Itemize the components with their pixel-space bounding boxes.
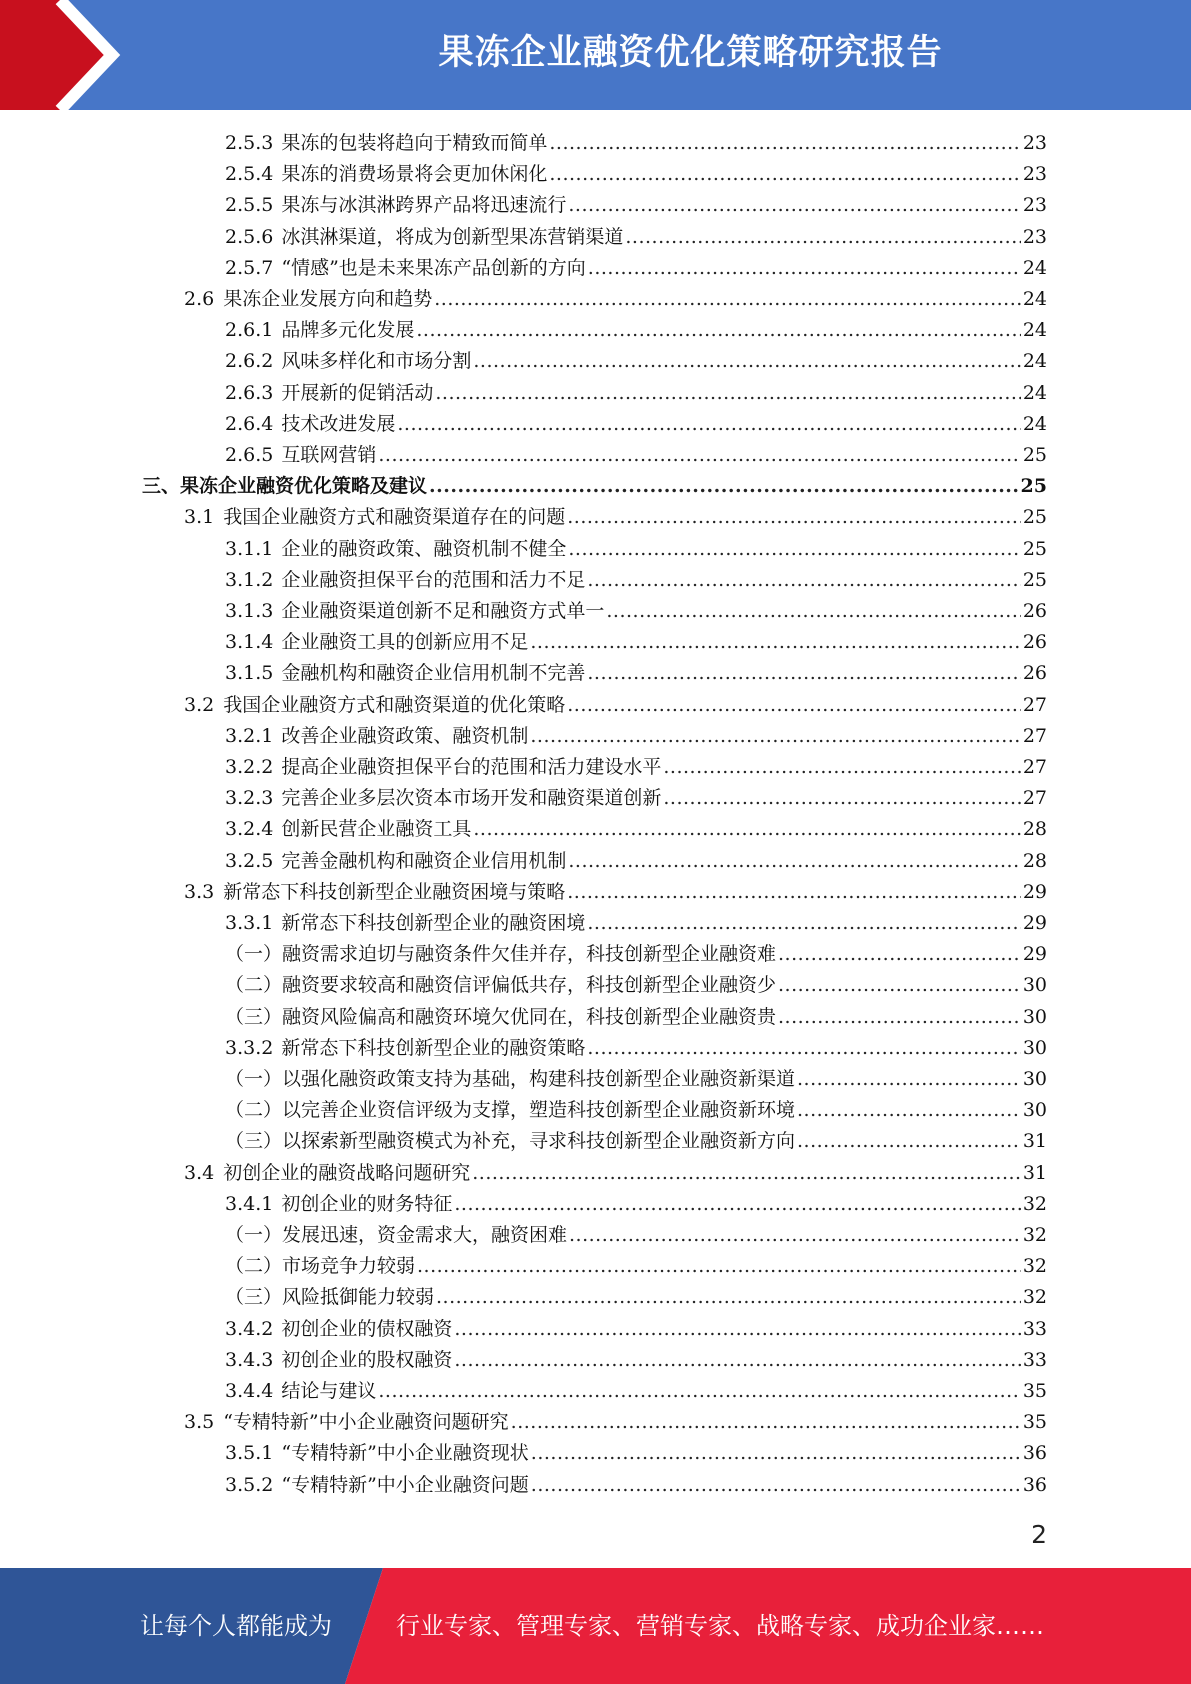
toc-entry-title: 初创企业的融资战略问题研究 [223,1161,471,1184]
toc-entry-page: 23 [1022,163,1047,186]
toc-entry-number: 3.1.3 [225,600,274,622]
toc-entry-title: 我国企业融资方式和融资渠道的优化策略 [223,693,566,716]
toc-entry-page: 31 [1022,1130,1047,1153]
toc-entry[interactable] [225,846,1047,877]
toc-entry-page: 26 [1022,631,1047,654]
toc-entry-title: “专精特新”中小企业融资问题 [281,1473,529,1496]
toc-entry-number: 2.6.1 [225,319,274,342]
toc-entry-title: 创新民营企业融资工具 [281,818,472,841]
toc-entry-title: “情感”也是未来果冻产品创新的方向 [281,256,586,279]
toc-entry[interactable] [225,128,1047,159]
toc-entry-page: 33 [1022,1317,1047,1340]
toc-entry[interactable] [184,1407,1047,1438]
toc-entry[interactable] [225,159,1047,190]
toc-entry-title: （一）发展迅速，资金需求大，融资困难 [225,1224,568,1246]
toc-entry-title: 企业的融资政策、融资机制不健全 [281,537,567,560]
toc-entry-title: 企业融资渠道创新不足和融资方式单一 [281,600,605,622]
toc-dot-leader [663,783,1020,814]
toc-entry-title: （三）以探索新型融资模式为补充，寻求科技创新型企业融资新方向 [225,1130,796,1153]
toc-dot-leader [549,128,1020,159]
toc-entry-title: 提高企业融资担保平台的范围和活力建设水平 [281,756,662,778]
toc-entry[interactable] [225,534,1047,565]
toc-dot-leader [625,222,1020,253]
toc-dot-leader [568,190,1020,221]
toc-entry-page: 29 [1022,943,1047,966]
toc-dot-leader [473,814,1020,845]
toc-entry[interactable] [225,939,1047,970]
toc-entry-title: 新常态下科技创新型企业融资困境与策略 [223,880,566,903]
toc-entry-number: 2.6.3 [225,381,274,404]
toc-entry-number: 2.5.7 [225,256,274,279]
toc-entry-title: 结论与建议 [281,1380,377,1402]
toc-entry-number: 2.6.5 [225,444,274,466]
toc-entry-number: 3.1 [184,506,215,529]
toc-entry[interactable] [225,814,1047,845]
toc-entry-page: 30 [1022,1005,1047,1028]
toc-entry-number: 2.6.4 [225,412,274,435]
toc-entry-number: 3.2.5 [225,849,274,872]
toc-entry[interactable] [225,596,1047,627]
toc-entry-page: 24 [1022,319,1047,342]
toc-entry-title: （三）融资风险偏高和融资环境欠优同在，科技创新型企业融资贵 [225,1005,777,1028]
toc-entry-page: 27 [1022,693,1047,716]
toc-entry-title: 企业融资担保平台的范围和活力不足 [281,568,586,591]
toc-entry[interactable] [225,1033,1047,1064]
toc-entry-title: 互联网营销 [281,444,377,466]
toc-dot-leader [531,1438,1021,1469]
toc-entry-title: 初创企业的债权融资 [281,1317,453,1340]
toc-entry-page: 26 [1022,662,1047,685]
toc-entry[interactable] [225,908,1047,939]
toc-entry-title: 新常态下科技创新型企业的融资策略 [281,1036,586,1059]
footer-slogan-left: 让每个人都能成为 [140,1612,332,1640]
toc-dot-leader [416,315,1020,346]
toc-entry-number: 3.4.2 [225,1317,274,1340]
toc-entry-page: 32 [1022,1255,1047,1278]
toc-entry[interactable] [225,1189,1047,1220]
toc-entry-number: 3.1.1 [225,537,274,560]
toc-entry[interactable] [225,315,1047,346]
toc-dot-leader [531,1470,1021,1501]
toc-entry-page: 30 [1022,1036,1047,1059]
toc-entry[interactable] [225,409,1047,440]
toc-dot-leader [778,1002,1021,1033]
toc-entry[interactable] [184,690,1047,721]
toc-entry-title: （二）以完善企业资信评级为支撑，塑造科技创新型企业融资新环境 [225,1099,796,1122]
toc-dot-leader [549,159,1020,190]
header-chevron-icon [0,0,160,110]
footer-slogan-right: 行业专家、管理专家、营销专家、战略专家、成功企业家…… [396,1612,1044,1640]
toc-dot-leader [778,970,1021,1001]
toc-entry-title: 果冻的包装将趋向于精致而简单 [281,132,548,154]
toc-entry-page: 23 [1022,132,1047,154]
toc-entry-page: 32 [1022,1286,1047,1309]
toc-entry-number: 3.2 [184,693,215,716]
toc-entry-number: 3.1.2 [225,568,274,591]
toc-entry[interactable] [225,970,1047,1001]
toc-entry-page: 36 [1022,1473,1047,1496]
toc-entry[interactable] [225,1220,1047,1251]
toc-dot-leader [587,565,1020,596]
toc-dot-leader [663,752,1020,783]
toc-dot-leader [569,1220,1021,1251]
toc-dot-leader [587,658,1020,689]
toc-entry-title: 果冻的消费场景将会更加休闲化 [281,163,548,186]
toc-entry-number: 2.5.4 [225,163,274,186]
toc-dot-leader [454,1345,1020,1376]
toc-entry-page: 30 [1022,1068,1047,1090]
toc-entry-number: 3.5.1 [225,1442,274,1465]
toc-entry-number: 3.4.1 [225,1192,274,1215]
toc-entry-page: 24 [1022,256,1047,279]
toc-entry-page: 30 [1022,974,1047,997]
toc-dot-leader [568,846,1020,877]
toc-entry-title: （一）以强化融资政策支持为基础，构建科技创新型企业融资新渠道 [225,1068,796,1090]
toc-entry[interactable] [225,1002,1047,1033]
toc-entry[interactable] [225,1345,1047,1376]
report-title: 果冻企业融资优化策略研究报告 [438,33,943,73]
toc-entry-page: 23 [1022,225,1047,248]
toc-entry-number: 3.4.3 [225,1348,274,1371]
toc-entry-page: 26 [1022,600,1047,622]
toc-entry-page: 25 [1022,537,1047,560]
toc-entry[interactable] [225,1282,1047,1313]
toc-entry[interactable] [184,502,1047,533]
toc-entry-page: 25 [1022,506,1047,529]
toc-dot-leader [472,1158,1021,1189]
toc-entry-number: 3.3.2 [225,1036,274,1059]
toc-entry-title: 果冻企业发展方向和趋势 [223,288,433,310]
toc-entry-title: 风味多样化和市场分割 [281,350,472,373]
toc-entry-number: 2.6 [184,288,215,310]
toc-entry[interactable] [225,627,1047,658]
toc-entry[interactable] [225,565,1047,596]
toc-entry-page: 24 [1022,381,1047,404]
toc-entry[interactable] [225,1314,1047,1345]
toc-entry-title: “专精特新”中小企业融资问题研究 [223,1411,509,1434]
toc-entry[interactable] [225,190,1047,221]
toc-entry-title: （二）融资要求较高和融资信评偏低共存，科技创新型企业融资少 [225,974,777,997]
toc-entry-number: 3.5 [184,1411,215,1434]
toc-entry[interactable] [142,471,1047,502]
toc-entry-page: 32 [1022,1192,1047,1215]
toc-entry-title: 技术改进发展 [281,412,396,435]
toc-dot-leader [454,1314,1020,1345]
toc-entry-page: 27 [1022,787,1047,810]
toc-entry-title: 开展新的促销活动 [281,381,434,404]
toc-dot-leader [434,284,1021,315]
page-number: 2 [1031,1520,1047,1549]
page-header [0,0,1191,110]
toc-entry[interactable] [225,1251,1047,1282]
toc-entry-number: 3.2.1 [225,724,274,747]
toc-entry[interactable] [225,752,1047,783]
toc-entry-number: 3.2.3 [225,787,274,810]
toc-entry-title: 完善企业多层次资本市场开发和融资渠道创新 [281,787,662,810]
toc-entry[interactable] [225,721,1047,752]
toc-dot-leader [587,1033,1020,1064]
toc-entry-page: 32 [1022,1224,1047,1246]
toc-dot-leader [378,440,1020,471]
toc-entry-number: 2.5.6 [225,225,274,248]
toc-entry-page: 31 [1022,1161,1047,1184]
toc-entry[interactable] [225,346,1047,377]
toc-entry-title: 完善金融机构和融资企业信用机制 [281,849,567,872]
toc-entry-page: 33 [1022,1348,1047,1371]
toc-dot-leader [588,253,1021,284]
toc-entry-title: 改善企业融资政策、融资机制 [281,724,529,747]
toc-entry-number: 3.3 [184,880,215,903]
toc-entry-title: 三、果冻企业融资优化策略及建议 [142,475,428,498]
toc-entry-number: 3.4.4 [225,1380,274,1402]
toc-entry-page: 28 [1022,849,1047,872]
toc-entry[interactable] [225,222,1047,253]
toc-dot-leader [797,1126,1021,1157]
toc-dot-leader [567,877,1021,908]
toc-entry-page: 24 [1022,288,1047,310]
toc-entry-title: 初创企业的财务特征 [281,1192,453,1215]
toc-dot-leader [454,1189,1020,1220]
toc-dot-leader [530,721,1020,752]
toc-entry[interactable] [225,1126,1047,1157]
toc-dot-leader [797,1095,1021,1126]
toc-entry-number: 3.3.1 [225,912,274,934]
toc-entry-number: 3.2.4 [225,818,274,841]
toc-entry-page: 25 [1022,568,1047,591]
toc-dot-leader [778,939,1021,970]
toc-entry-title: 冰淇淋渠道，将成为创新型果冻营销渠道 [281,225,624,248]
toc-dot-leader [567,502,1021,533]
toc-dot-leader [435,378,1020,409]
toc-dot-leader [378,1376,1020,1407]
toc-entry-page: 35 [1022,1380,1047,1402]
toc-entry-page: 25 [1022,444,1047,466]
toc-entry[interactable] [225,1376,1047,1407]
toc-entry[interactable] [225,1438,1047,1469]
toc-entry-title: 企业融资工具的创新应用不足 [281,631,529,654]
toc-entry-page: 27 [1022,724,1047,747]
toc-dot-leader [567,690,1021,721]
toc-entry-title: 初创企业的股权融资 [281,1348,453,1371]
toc-entry[interactable] [225,658,1047,689]
toc-entry-title: 金融机构和融资企业信用机制不完善 [281,662,586,685]
toc-entry-number: 3.5.2 [225,1473,274,1496]
toc-dot-leader [511,1407,1021,1438]
toc-entry[interactable] [225,1470,1047,1501]
toc-entry[interactable] [225,378,1047,409]
toc-entry[interactable] [225,253,1047,284]
toc-entry-title: 新常态下科技创新型企业的融资困境 [281,912,586,934]
toc-entry-page: 35 [1022,1411,1047,1434]
toc-entry-page: 24 [1022,350,1047,373]
toc-dot-leader [429,471,1019,502]
toc-dot-leader [797,1064,1021,1095]
toc-entry[interactable] [184,284,1047,315]
toc-entry-page: 36 [1022,1442,1047,1465]
toc-entry-page: 25 [1020,475,1047,498]
toc-entry[interactable] [225,1095,1047,1126]
toc-entry-page: 23 [1022,194,1047,217]
toc-dot-leader [397,409,1020,440]
toc-entry-number: 3.1.5 [225,662,274,685]
toc-entry-number: 3.1.4 [225,631,274,654]
toc-entry-page: 24 [1022,412,1047,435]
toc-entry-title: 我国企业融资方式和融资渠道存在的问题 [223,506,566,529]
toc-entry-title: “专精特新”中小企业融资现状 [281,1442,529,1465]
toc-entry-title: 果冻与冰淇淋跨界产品将迅速流行 [281,194,567,217]
toc-entry[interactable] [184,1158,1047,1189]
toc-entry-number: 2.5.3 [225,132,274,154]
toc-entry-page: 27 [1022,756,1047,778]
toc-dot-leader [530,627,1020,658]
toc-dot-leader [473,346,1020,377]
toc-entry-page: 30 [1022,1099,1047,1122]
toc-entry-title: 品牌多元化发展 [281,319,415,342]
toc-entry-title: （三）风险抵御能力较弱 [225,1286,435,1309]
toc-entry[interactable] [225,783,1047,814]
toc-entry[interactable] [225,440,1047,471]
toc-dot-leader [436,1282,1021,1313]
toc-entry-number: 3.4 [184,1161,215,1184]
page-footer [0,1568,1191,1684]
toc-entry-number: 2.6.2 [225,350,274,373]
toc-dot-leader [606,596,1020,627]
toc-dot-leader [568,534,1020,565]
toc-entry-page: 28 [1022,818,1047,841]
toc-entry-number: 2.5.5 [225,194,274,217]
toc-entry-title: （一）融资需求迫切与融资条件欠佳并存，科技创新型企业融资难 [225,943,777,966]
toc-dot-leader [417,1251,1021,1282]
toc-dot-leader [587,908,1020,939]
toc-entry[interactable] [184,877,1047,908]
toc-entry-number: 3.2.2 [225,756,274,778]
toc-entry-page: 29 [1022,880,1047,903]
toc-entry-page: 29 [1022,912,1047,934]
toc-entry[interactable] [225,1064,1047,1095]
toc-entry-title: （二）市场竞争力较弱 [225,1255,416,1278]
